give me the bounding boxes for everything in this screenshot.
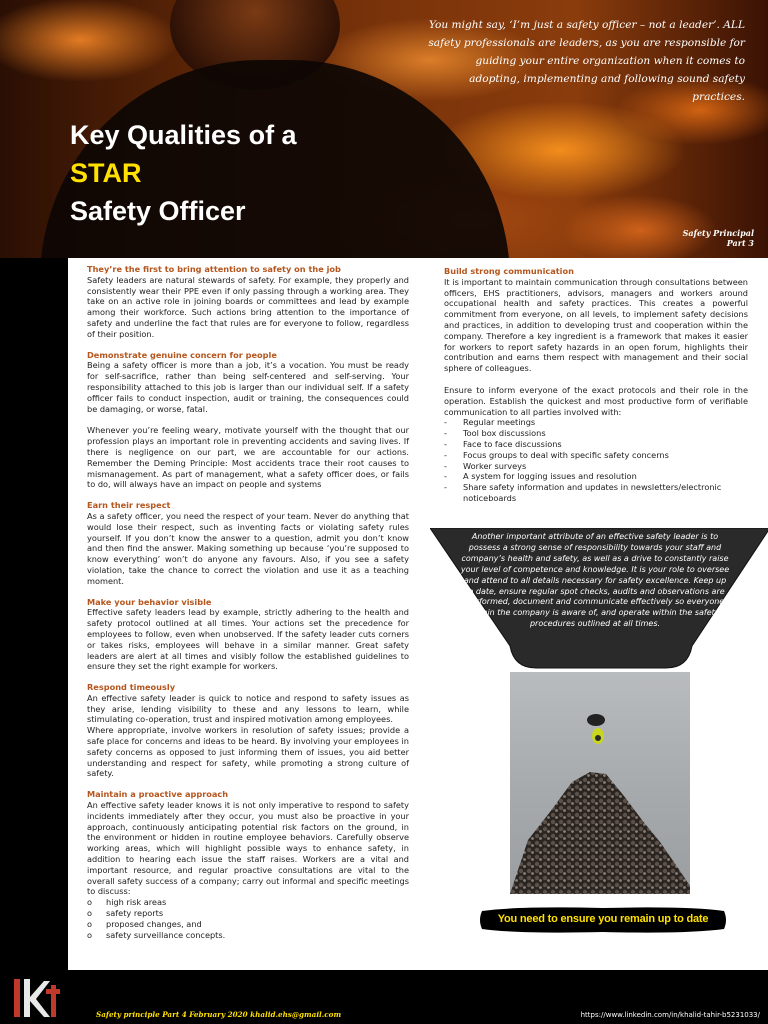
author-logo [12,975,64,1019]
crowd-photo [510,672,690,894]
section-body: Safety leaders are natural stewards of safety. For example, they properly and consistently wear their PPE even if only passing through a working area. They take on an active role in joining boards or committees and lead by example among their workforce. Such actions bring attention to the importance of safety and underline the fact that rules are for everyone to follow, regardless of their position. [87,274,409,339]
section-heading: Respond timeously [87,682,176,693]
list-item: - Worker surveys [444,461,748,472]
list-item: - A system for logging issues and resolution [444,471,748,482]
series-label [683,228,754,248]
list-item: - Face to face discussions [444,439,748,450]
list-item: - Regular meetings [444,417,748,428]
callout-funnel [430,528,768,670]
section-heading: They’re the first to bring attention to safety on the job [87,264,341,274]
photo-caption: You need to ensure you remain up to date [497,913,709,925]
section-body: Being a safety officer is more than a job, it’s a vocation. You must be ready for self-sacrifice, rather than being self-centered and self-serving. Your responsibility attached to this job is larger than our individual self. If a safety officer fails to conduct inspection, audit or training, the consequences could be damaging, or worse, fatal. [87,360,409,414]
left-column [87,264,409,940]
list-item: - Focus groups to deal with specific safety concerns [444,450,748,461]
communication-list [444,417,748,503]
header-quote: You might say, ‘I’m just a safety officer – not a leader’. ALL safety professionals are leaders, as you are responsible for guiding your entire organization when it comes to adopting, implementing and following sound safety practices. [428,19,745,103]
section-body: Where appropriate, involve workers in resolution of safety issues; provide a safe place for concerns and ideas to be heard. By involving your employees in safety concerns as opposed to just informing them of issues, you aid better understanding and respect for safety, while promoting a strong culture of safety. [87,725,409,779]
section-heading: Earn their respect [87,500,171,511]
meeting-topics-list [87,897,409,940]
right-column [444,266,748,504]
list-item: - Share safety information and updates in newsletters/electronic noticeboards [444,482,748,504]
section-heading: Maintain a proactive approach [87,789,229,800]
footer-credit: Safety principle Part 4 February 2020 khalid.ehs@gmail.com [96,1010,342,1019]
kt-logo-icon [12,975,64,1019]
list-item: o safety surveillance concepts. [87,930,409,941]
list-item: o high risk areas [87,897,409,908]
section-body: An effective safety leader is quick to notice and respond to safety issues as they arise, lending visibility to these and any lessons to learn, while stimulating co-operation, trust and inspired motivation among employees. [87,692,409,725]
title-line-3: Safety Officer [70,196,246,226]
section-heading: Make your behavior visible [87,596,212,607]
title-line-1: Key Qualities of a [70,120,297,150]
crowd-photo-illustration [510,672,690,894]
series-label-line-2: Part 3 [726,238,754,248]
section-body: As a safety officer, you need the respect of your team. Never do anything that would lose their respect, such as inventing facts or violating safety rules yourself. If you don’t know the answer to a question, admit you don’t know and then find the answer. Making something up because ‘you’re supposed to know everything’ won’t do anyone any favours. Also, if you see a safety violation, take the chance to correct the violation and use it as a teaching moment. [87,510,409,586]
section-heading: Build strong communication [444,266,574,276]
callout-text: Another important attribute of an effective safety leader is to possess a strong sense of responsibility towards your staff and company’s health and safety, as well as a drive to constantly raise your level of competence and knowledge. It is your role to oversee and attend to all details necessary for safety excellence. Keep up to date, ensure regular spot checks, audits and observations are performed, document and communicate effectively so everyone within the company is aware of, and operate within the safety procedures outlined at all times. [460,532,730,629]
section-heading: Demonstrate genuine concern for people [87,349,277,360]
photo-caption-banner [478,905,728,935]
list-item: o safety reports [87,908,409,919]
section-body: Whenever you’re feeling weary, motivate yourself with the thought that our profession plays an important role in preventing accidents and saving lives. If there is negligence on our part, we are accountable for our actions. Remember the Deming Principle: Most accidents trace their root causes to mismanagement. As part of management, what a safety officer does, or fails to do, will always have an impact on people and systems [87,425,409,490]
page-title [70,116,297,230]
section-body: An effective safety leader knows it is not only imperative to respond to safety incidents immediately after they occur, you must also be proactive in your approach, continuously anticipating potential risk factors on the ground, in the environment or hidden in routine employee behaviors. Carefully observe working areas, which will highlight possible ways to enhance safety, in addition to hearing each issue the staff raises. Workers are a vital and important resource, and regular proactive consultations are vital to the overall safety success of a company; carry out informal and specific meetings to discuss: [87,800,409,897]
title-line-2: STAR [70,158,142,188]
series-label-line-1: Safety Principal [682,228,754,238]
footer-linkedin-link[interactable]: https://www.linkedin.com/in/khalid-tahir-b5231033/ [580,1011,760,1019]
section-body: Ensure to inform everyone of the exact protocols and their role in the operation. Establish the quickest and most productive form of verifiable communication to all parties involved with: [444,384,748,417]
section-body: It is important to maintain communication through consultations between officers, EHS practitioners, advisors, managers and workers around occupational health and safety practices. This creates a powerful commitment from everyone, on all levels, to implement safety decisions and practices, in addition to developing trust and cooperation within the company. Therefore a key ingredient is a framework that makes it easier for workers to report safety hazards in an open forum, highlights their contribution and earns them respect with management and their social sphere of colleagues. [444,276,748,374]
list-item: o proposed changes, and [87,919,409,930]
section-body: Effective safety leaders lead by example, strictly adhering to the health and safety protocol outlined at all times. Your actions set the precedence for employees to follow, even when unobserved. If the safety leader cuts corners or takes risks, employees will behave in a similar manner. Great safety leaders are alert at all times and visibly follow the established guidelines to ensure they set the right example for workers. [87,607,409,672]
header-banner [0,0,768,258]
list-item: - Tool box discussions [444,428,748,439]
